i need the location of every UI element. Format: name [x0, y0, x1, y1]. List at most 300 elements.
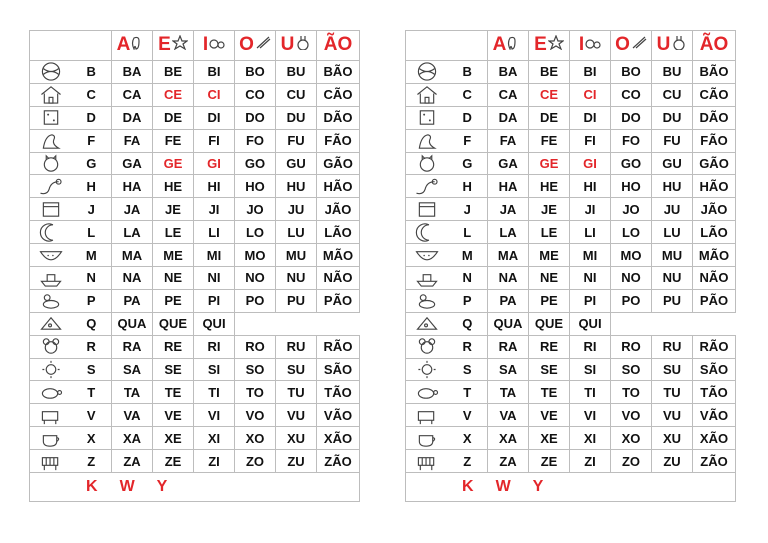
syllable-cell: VA	[488, 404, 529, 427]
syllable-cell: RO	[235, 335, 276, 358]
syllable-row	[30, 335, 360, 358]
syllable-cell: LI	[194, 221, 235, 244]
syllable-cell: DI	[194, 106, 235, 129]
rope-icon	[631, 34, 647, 56]
consonant-label: G	[72, 152, 112, 175]
syllable-cell: BÃO	[317, 61, 360, 84]
syllable-cell: VE	[529, 404, 570, 427]
syllable-table	[29, 30, 360, 502]
extra-letters	[30, 473, 360, 502]
syllable-cell: XI	[194, 427, 235, 450]
picture-cell	[406, 450, 448, 473]
syllable-cell: XO	[235, 427, 276, 450]
syllable-cell: ZA	[488, 450, 529, 473]
consonant-label: F	[72, 129, 112, 152]
syllable-cell: PO	[235, 289, 276, 312]
hose-icon	[406, 176, 448, 197]
consonant-label: M	[448, 244, 488, 267]
header-blank-cell	[406, 31, 448, 61]
syllable-cell: DI	[570, 106, 611, 129]
extra-letters-row	[30, 473, 360, 502]
syllable-row	[406, 289, 736, 312]
syllable-cell: RE	[153, 335, 194, 358]
vowel-letter: O	[615, 34, 630, 56]
vowel-header-2	[153, 31, 194, 61]
syllable-cell: JI	[194, 198, 235, 221]
syllable-cell: BE	[153, 61, 194, 84]
picture-cell	[30, 61, 72, 84]
tooth-icon	[131, 34, 147, 56]
syllable-cell: BU	[652, 61, 693, 84]
syllable-cell: SO	[235, 358, 276, 381]
vowel-header-2	[529, 31, 570, 61]
vowel-letter: O	[239, 34, 254, 56]
cat-icon	[30, 153, 72, 174]
syllable-cell: MÃO	[317, 244, 360, 267]
syllable-cell: TE	[529, 381, 570, 404]
syllable-cell: GU	[276, 152, 317, 175]
syllable-cell: ZU	[652, 450, 693, 473]
extra-letter: Y	[156, 478, 168, 496]
sun-icon	[406, 359, 448, 380]
syllable-cell: BO	[235, 61, 276, 84]
syllable-cell: SI	[570, 358, 611, 381]
syllable-cell: DE	[529, 106, 570, 129]
syllable-cell: MI	[570, 244, 611, 267]
extra-letter: K	[462, 478, 474, 496]
vowel-header-1	[488, 31, 529, 61]
empty-cell	[235, 312, 276, 335]
turtle-icon	[30, 382, 72, 403]
picture-cell	[406, 83, 448, 106]
syllable-cell: JE	[529, 198, 570, 221]
syllable-row	[406, 221, 736, 244]
syllable-cell: DÃO	[693, 106, 736, 129]
syllable-row	[30, 106, 360, 129]
syllable-cell: FE	[153, 129, 194, 152]
vowel-letter: ÃO	[699, 34, 729, 56]
syllable-row	[406, 267, 736, 290]
syllable-cell: VI	[570, 404, 611, 427]
bunny-icon	[671, 34, 687, 56]
syllable-cell: PÃO	[693, 289, 736, 312]
syllable-cell: JE	[153, 198, 194, 221]
empty-cell	[693, 312, 736, 335]
picture-cell	[406, 335, 448, 358]
syllable-cell: CA	[112, 83, 153, 106]
vowel-letter: U	[656, 34, 671, 56]
syllable-cell: MU	[276, 244, 317, 267]
empty-cell	[276, 312, 317, 335]
syllable-cell: DU	[276, 106, 317, 129]
syllable-cell: LE	[153, 221, 194, 244]
ship-icon	[30, 267, 72, 288]
consonant-label: D	[448, 106, 488, 129]
syllable-cell: ZA	[112, 450, 153, 473]
mouse-icon	[30, 336, 72, 357]
syllable-cell: SÃO	[317, 358, 360, 381]
mouse-icon	[406, 336, 448, 357]
consonant-label: L	[448, 221, 488, 244]
syllable-cell: ZE	[153, 450, 194, 473]
syllable-cell: XU	[276, 427, 317, 450]
syllable-cell: BA	[488, 61, 529, 84]
syllable-cell: JÃO	[693, 198, 736, 221]
consonant-label: N	[72, 267, 112, 290]
picture-cell	[30, 175, 72, 198]
syllable-cell: RA	[112, 335, 153, 358]
syllable-cell: BO	[611, 61, 652, 84]
syllable-cell: RA	[488, 335, 529, 358]
picture-cell	[30, 335, 72, 358]
syllable-cell: VU	[276, 404, 317, 427]
syllable-cell: NI	[194, 267, 235, 290]
consonant-label: F	[448, 129, 488, 152]
syllable-row	[30, 358, 360, 381]
vowel-header-6	[317, 31, 360, 61]
syllable-cell: MU	[652, 244, 693, 267]
syllable-cell: FI	[570, 129, 611, 152]
starfish-icon	[548, 34, 564, 56]
syllable-cell: VI	[194, 404, 235, 427]
syllable-cell: MÃO	[693, 244, 736, 267]
syllable-row	[406, 129, 736, 152]
syllable-cell: DO	[611, 106, 652, 129]
syllable-cell: SÃO	[693, 358, 736, 381]
syllable-cell: MA	[488, 244, 529, 267]
syllable-cell: MO	[611, 244, 652, 267]
picture-cell	[30, 106, 72, 129]
syllable-cell: QUA	[488, 312, 529, 335]
syllable-cell: PÃO	[317, 289, 360, 312]
syllable-cell: FO	[235, 129, 276, 152]
syllable-cell: GÃO	[693, 152, 736, 175]
syllable-cell: XA	[112, 427, 153, 450]
bubbles-icon	[209, 34, 225, 56]
syllable-cell: NO	[235, 267, 276, 290]
picture-cell	[30, 83, 72, 106]
syllable-row	[30, 450, 360, 473]
consonant-label: P	[72, 289, 112, 312]
cow-icon	[406, 405, 448, 426]
consonant-label: S	[448, 358, 488, 381]
syllable-cell: GU	[652, 152, 693, 175]
vowel-letter: I	[202, 34, 209, 56]
syllable-cell: VA	[112, 404, 153, 427]
consonant-label: V	[72, 404, 112, 427]
syllable-row	[406, 335, 736, 358]
syllable-cell: XÃO	[693, 427, 736, 450]
syllable-cell: VU	[652, 404, 693, 427]
zebra-icon	[406, 451, 448, 472]
house-icon	[406, 84, 448, 105]
syllable-cell: SE	[529, 358, 570, 381]
syllable-cell: HU	[276, 175, 317, 198]
picture-cell	[406, 129, 448, 152]
picture-cell	[406, 221, 448, 244]
syllable-cell: SU	[652, 358, 693, 381]
syllable-cell: FE	[529, 129, 570, 152]
picture-cell	[30, 450, 72, 473]
syllable-cell: JO	[235, 198, 276, 221]
syllable-cell: SE	[153, 358, 194, 381]
syllable-cell: HA	[112, 175, 153, 198]
cow-icon	[30, 405, 72, 426]
syllable-cell: GI	[570, 152, 611, 175]
syllable-cell: TU	[652, 381, 693, 404]
syllable-row	[406, 358, 736, 381]
syllable-cell: QUA	[112, 312, 153, 335]
syllable-cell: RO	[611, 335, 652, 358]
syllable-cell: FÃO	[317, 129, 360, 152]
syllable-cell: ZI	[570, 450, 611, 473]
syllable-cell: NA	[488, 267, 529, 290]
extra-letter: W	[495, 478, 511, 496]
syllable-cell: HO	[235, 175, 276, 198]
syllable-row	[30, 61, 360, 84]
syllable-cell: JA	[488, 198, 529, 221]
syllable-cell: CO	[611, 83, 652, 106]
syllable-row	[30, 83, 360, 106]
syllable-cell: TE	[153, 381, 194, 404]
syllable-cell: DA	[488, 106, 529, 129]
syllable-row	[30, 289, 360, 312]
syllable-cell: ZÃO	[693, 450, 736, 473]
syllable-cell: TO	[611, 381, 652, 404]
syllable-cell: ME	[153, 244, 194, 267]
syllable-cell: JA	[112, 198, 153, 221]
syllable-row	[406, 427, 736, 450]
consonant-label: R	[72, 335, 112, 358]
syllable-cell: JO	[611, 198, 652, 221]
syllable-cell: TU	[276, 381, 317, 404]
syllable-row	[406, 152, 736, 175]
syllable-cell: VO	[611, 404, 652, 427]
header-blank-cell	[30, 31, 72, 61]
syllable-cell: RE	[529, 335, 570, 358]
zebra-icon	[30, 451, 72, 472]
syllable-cell: HI	[194, 175, 235, 198]
syllable-cell: PA	[488, 289, 529, 312]
syllable-cell: PA	[112, 289, 153, 312]
syllable-row	[30, 427, 360, 450]
syllable-cell: DU	[652, 106, 693, 129]
syllable-cell: TA	[112, 381, 153, 404]
picture-cell	[30, 221, 72, 244]
consonant-label: X	[72, 427, 112, 450]
syllable-cell: JU	[652, 198, 693, 221]
syllable-cell: ZE	[529, 450, 570, 473]
extra-letter: W	[119, 478, 135, 496]
watermelon-icon	[30, 245, 72, 266]
syllable-cell: ZO	[235, 450, 276, 473]
syllable-cell: GA	[112, 152, 153, 175]
syllable-cell: RU	[276, 335, 317, 358]
seal-icon	[406, 130, 448, 151]
picture-cell	[30, 427, 72, 450]
extra-letters-row	[406, 473, 736, 502]
vowel-header-row	[406, 31, 736, 61]
syllable-cell: DA	[112, 106, 153, 129]
syllable-cell: XE	[529, 427, 570, 450]
syllable-cell: HE	[153, 175, 194, 198]
syllable-cell: CA	[488, 83, 529, 106]
syllable-cell: MO	[235, 244, 276, 267]
syllable-row	[406, 198, 736, 221]
syllable-cell: BI	[194, 61, 235, 84]
syllable-cell: PU	[276, 289, 317, 312]
syllable-cell: CÃO	[693, 83, 736, 106]
syllable-cell: VÃO	[317, 404, 360, 427]
vowel-letter: A	[116, 34, 131, 56]
consonant-label: Z	[448, 450, 488, 473]
syllable-cell: JÃO	[317, 198, 360, 221]
consonant-label: R	[448, 335, 488, 358]
syllable-cell: VÃO	[693, 404, 736, 427]
vowel-header-5	[652, 31, 693, 61]
picture-cell	[30, 198, 72, 221]
cat-icon	[406, 153, 448, 174]
syllable-cell: HE	[529, 175, 570, 198]
syllable-cell: LO	[235, 221, 276, 244]
syllable-cell: NE	[529, 267, 570, 290]
syllable-cell: MI	[194, 244, 235, 267]
header-blank-cell	[72, 31, 112, 61]
ship-icon	[406, 267, 448, 288]
syllable-row	[406, 381, 736, 404]
consonant-label: H	[448, 175, 488, 198]
picture-cell	[406, 358, 448, 381]
syllable-cell: SA	[488, 358, 529, 381]
vowel-header-3	[570, 31, 611, 61]
bunny-icon	[295, 34, 311, 56]
empty-cell	[652, 312, 693, 335]
syllable-cell: CO	[235, 83, 276, 106]
syllable-cell: HI	[570, 175, 611, 198]
syllable-cell: SA	[112, 358, 153, 381]
syllable-cell: ZO	[611, 450, 652, 473]
syllable-cell: CU	[276, 83, 317, 106]
syllable-cell: XE	[153, 427, 194, 450]
syllable-cell: HO	[611, 175, 652, 198]
syllable-cell: TA	[488, 381, 529, 404]
syllable-cell: GO	[611, 152, 652, 175]
syllable-cell: LU	[652, 221, 693, 244]
vowel-letter: U	[280, 34, 295, 56]
syllable-cell: CE	[153, 83, 194, 106]
vowel-header-5	[276, 31, 317, 61]
syllable-cell: RI	[570, 335, 611, 358]
syllable-cell: QUI	[570, 312, 611, 335]
consonant-label: V	[448, 404, 488, 427]
syllable-row	[30, 129, 360, 152]
consonant-label: B	[72, 61, 112, 84]
syllable-cell: TI	[570, 381, 611, 404]
turtle-icon	[406, 382, 448, 403]
consonant-label: P	[448, 289, 488, 312]
syllable-cell: TO	[235, 381, 276, 404]
syllable-row	[30, 381, 360, 404]
syllable-cell: RÃO	[317, 335, 360, 358]
syllable-cell: FA	[112, 129, 153, 152]
vowel-letter: E	[534, 34, 547, 56]
syllable-row	[30, 312, 360, 335]
syllable-cell: TI	[194, 381, 235, 404]
ball-icon	[406, 61, 448, 82]
syllable-cell: PE	[153, 289, 194, 312]
syllable-row	[30, 404, 360, 427]
window-icon	[406, 199, 448, 220]
hose-icon	[30, 176, 72, 197]
syllable-cell: DÃO	[317, 106, 360, 129]
syllable-row	[406, 106, 736, 129]
syllable-chart-left	[29, 30, 359, 502]
syllable-row	[406, 404, 736, 427]
syllable-cell: PE	[529, 289, 570, 312]
syllable-cell: RU	[652, 335, 693, 358]
syllable-row	[406, 312, 736, 335]
syllable-row	[406, 83, 736, 106]
consonant-label: D	[72, 106, 112, 129]
syllable-cell: VE	[153, 404, 194, 427]
extra-letter: K	[86, 478, 98, 496]
syllable-cell: JI	[570, 198, 611, 221]
syllable-cell: BA	[112, 61, 153, 84]
moon-icon	[30, 222, 72, 243]
extra-letter: Y	[532, 478, 544, 496]
syllable-cell: LE	[529, 221, 570, 244]
picture-cell	[30, 152, 72, 175]
syllable-cell: QUI	[194, 312, 235, 335]
syllable-cell: ZI	[194, 450, 235, 473]
duck-icon	[406, 290, 448, 311]
picture-cell	[406, 381, 448, 404]
empty-cell	[611, 312, 652, 335]
consonant-label: M	[72, 244, 112, 267]
syllable-cell: LÃO	[317, 221, 360, 244]
syllable-cell: JU	[276, 198, 317, 221]
syllable-cell: CE	[529, 83, 570, 106]
syllable-cell: XI	[570, 427, 611, 450]
syllable-cell: HU	[652, 175, 693, 198]
syllable-cell: DO	[235, 106, 276, 129]
dice-icon	[406, 107, 448, 128]
syllable-cell: TÃO	[317, 381, 360, 404]
syllable-cell: XÃO	[317, 427, 360, 450]
consonant-label: T	[72, 381, 112, 404]
syllable-cell: FO	[611, 129, 652, 152]
picture-cell	[30, 244, 72, 267]
cup-icon	[406, 428, 448, 449]
syllable-cell: GE	[153, 152, 194, 175]
picture-cell	[30, 312, 72, 335]
syllable-cell: ZU	[276, 450, 317, 473]
syllable-cell: NI	[570, 267, 611, 290]
picture-cell	[30, 129, 72, 152]
syllable-cell: PO	[611, 289, 652, 312]
syllable-cell: LÃO	[693, 221, 736, 244]
syllable-cell: NU	[652, 267, 693, 290]
syllable-cell: NA	[112, 267, 153, 290]
syllable-row	[406, 61, 736, 84]
consonant-label: G	[448, 152, 488, 175]
syllable-cell: GA	[488, 152, 529, 175]
syllable-cell: GE	[529, 152, 570, 175]
ball-icon	[30, 61, 72, 82]
syllable-row	[406, 244, 736, 267]
vowel-header-3	[194, 31, 235, 61]
syllable-cell: FU	[276, 129, 317, 152]
